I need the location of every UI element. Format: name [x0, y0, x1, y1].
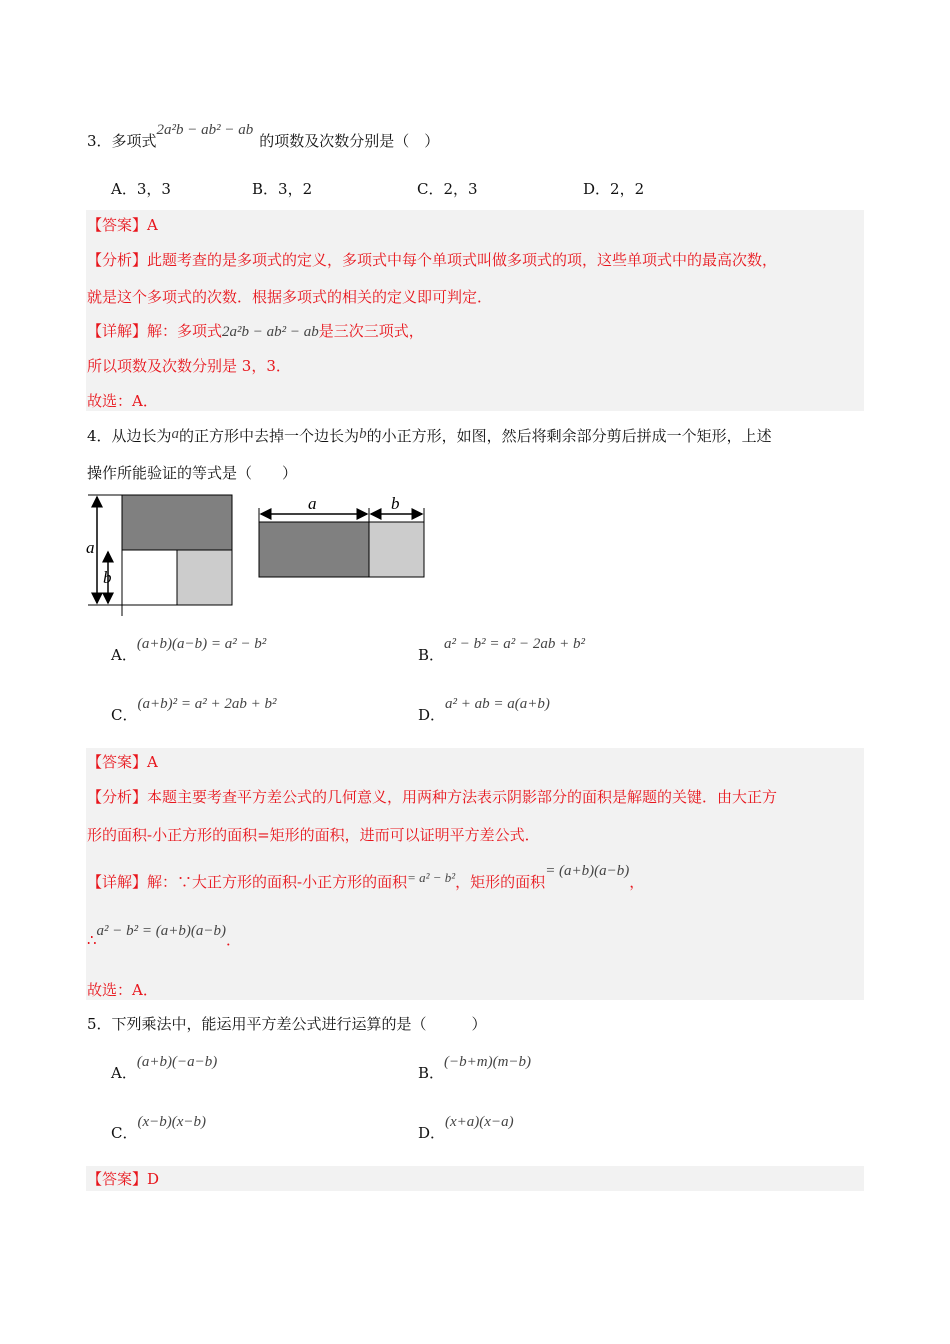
- q5-option-c: [111, 1114, 207, 1144]
- q4-detail-prefix: 【详解】解：∵大正方形的面积-小正方形的面积: [87, 873, 408, 891]
- option-expression: (−b+m)(m−b): [444, 1054, 532, 1070]
- q5-option-d: [418, 1114, 514, 1144]
- q4-var-a: a: [171, 426, 180, 442]
- option-letter: B．: [418, 1064, 445, 1082]
- q3-suffix: 的项数及次数分别是（ ）: [259, 132, 440, 150]
- option-expression: (a+b)² = a² + 2ab + b²: [137, 696, 277, 712]
- large-square-dark-part: [122, 495, 232, 550]
- q5-answer: 【答案】D: [87, 1170, 160, 1188]
- label-b: b: [103, 568, 112, 587]
- q4-detail-expression3: a² − b² = (a+b)(a−b): [96, 923, 227, 939]
- large-square-light-part: [177, 550, 232, 605]
- q4-option-a: [111, 636, 267, 666]
- q3-answer: 【答案】A: [87, 216, 158, 234]
- option-expression: (x−b)(x−b): [137, 1114, 207, 1130]
- q4-text-a: 4．从边长为: [87, 427, 172, 445]
- option-letter: A．: [111, 1064, 137, 1082]
- q3-analysis-line2: 就是这个多项式的次数．根据多项式的相关的定义即可判定．: [87, 288, 493, 306]
- q4-text-b: 的正方形中去掉一个边长为: [179, 427, 360, 445]
- q4-analysis-line2: 形的面积-小正方形的面积=矩形的面积，进而可以证明平方差公式．: [87, 826, 540, 844]
- option-expression: (a+b)(−a−b): [136, 1054, 218, 1070]
- q5-option-b: [418, 1054, 532, 1084]
- q3-option-a: A．3，3: [111, 180, 171, 198]
- q3-detail-expression: 2a²b − ab² − ab: [222, 324, 319, 340]
- label-a: a: [86, 538, 95, 557]
- q4-option-c: [111, 696, 277, 726]
- option-letter: D．: [418, 1124, 446, 1142]
- q4-text-c: 的小正方形，如图，然后将剩余部分剪后拼成一个矩形，上述: [366, 427, 772, 445]
- q3-detail-prefix: 【详解】解：多项式: [87, 322, 223, 340]
- q4-answer: 【答案】A: [87, 753, 158, 771]
- q3-option-c: C．2，3: [417, 180, 478, 198]
- q4-option-b: [418, 636, 586, 666]
- option-expression: (a+b)(a−b) = a² − b²: [136, 636, 267, 652]
- q4-detail-line2: [87, 923, 242, 951]
- q5-option-a: [111, 1054, 218, 1084]
- q3-detail-line2: 所以项数及次数分别是 3，3．: [87, 357, 291, 375]
- option-expression: a² − b² = a² − 2ab + b²: [444, 636, 586, 652]
- q4-detail-expression2: = (a+b)(a−b): [545, 863, 630, 879]
- therefore-symbol: ∴: [87, 931, 97, 949]
- q3-option-b: B．3，2: [252, 180, 313, 198]
- q3-analysis-line1: 【分析】此题考查的是多项式的定义，多项式中每个单项式叫做多项式的项，这些单项式中的最高次数，: [87, 251, 778, 269]
- q3-detail-suffix: 是三次三项式，: [318, 322, 424, 340]
- q4-option-d: [418, 696, 550, 726]
- q5-solution-box: [86, 1166, 864, 1191]
- q4-choice: 故选：A．: [87, 981, 158, 999]
- rectangle-dark-part: [259, 522, 369, 577]
- q4-detail-expression1: = a² − b²: [407, 870, 456, 885]
- q4-detail-line1: [87, 863, 645, 893]
- q3-prefix: 3．多项式: [87, 132, 157, 150]
- q3-choice: 故选：A．: [87, 392, 158, 410]
- option-letter: C．: [111, 706, 138, 724]
- period: ．: [226, 931, 242, 949]
- question-5-stem: 5．下列乘法中，能运用平方差公式进行运算的是（ ）: [87, 1015, 487, 1033]
- q3-option-d: D．2，2: [583, 180, 645, 198]
- label-b-top: b: [391, 494, 400, 513]
- option-expression: (x+a)(x−a): [445, 1114, 514, 1130]
- q4-var-b: b: [359, 426, 367, 442]
- label-a-top: a: [308, 494, 317, 513]
- q4-figure: [0, 0, 950, 640]
- option-expression: a² + ab = a(a+b): [445, 696, 550, 712]
- rectangle-light-part: [369, 522, 424, 577]
- q4-detail-end: ，: [629, 873, 645, 891]
- option-letter: A．: [111, 646, 137, 664]
- q4-detail-mid: ，矩形的面积: [455, 873, 546, 891]
- question-4-line2: 操作所能验证的等式是（ ）: [87, 464, 298, 482]
- option-letter: D．: [418, 706, 446, 724]
- removed-small-square: [122, 550, 177, 605]
- q3-expression: 2a²b − ab² − ab: [156, 122, 254, 138]
- q4-analysis-line1: 【分析】本题主要考查平方差公式的几何意义，用两种方法表示阴影部分的面积是解题的关键．由大正方: [87, 788, 778, 806]
- option-letter: C．: [111, 1124, 138, 1142]
- option-letter: B．: [418, 646, 445, 664]
